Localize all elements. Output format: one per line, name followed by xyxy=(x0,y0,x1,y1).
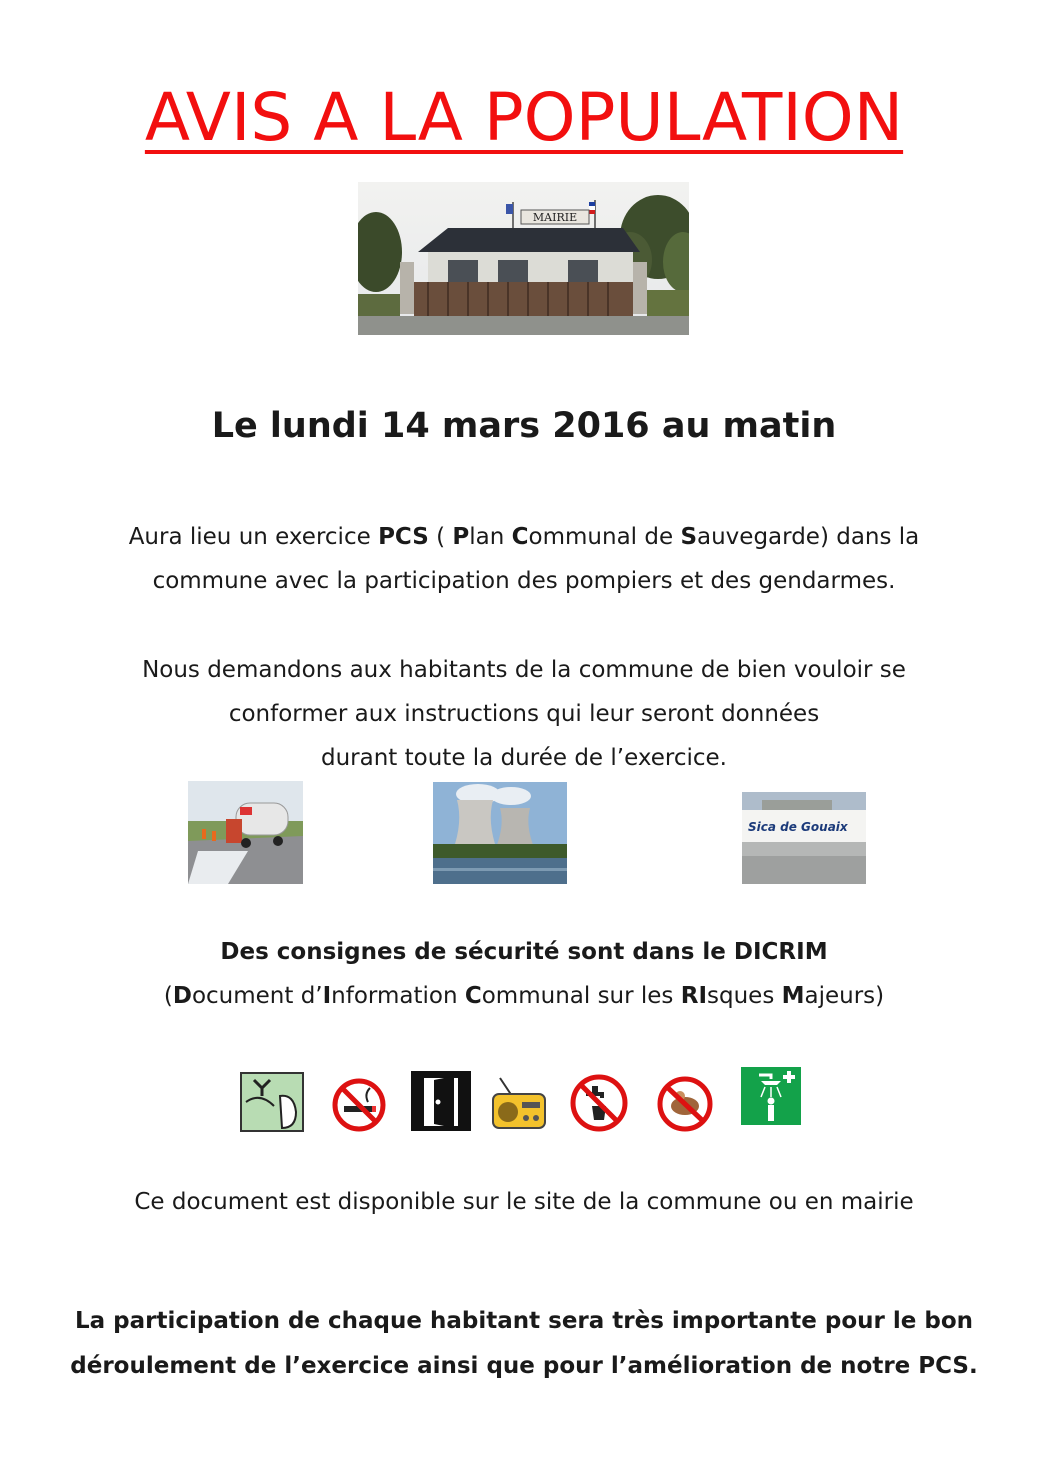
mairie-photo xyxy=(358,182,689,335)
safety-shower-icon xyxy=(741,1067,801,1125)
radio-icon xyxy=(490,1074,548,1132)
sica-sign: Sica de Gouaix xyxy=(748,820,848,834)
availability-note: Ce document est disponible sur le site de la commune ou en mairie xyxy=(134,1189,914,1215)
dicrim-heading: Des consignes de sécurité sont dans le DICRIM xyxy=(220,939,828,965)
dicrim-block xyxy=(0,930,1048,1018)
dicrim-acronym: (Document d’Information Communal sur les RIsques Majeurs) xyxy=(163,983,885,1009)
evacuate-door-icon xyxy=(410,1070,472,1132)
no-drinking-water-icon xyxy=(570,1074,628,1132)
page-title: AVIS A LA POPULATION xyxy=(144,79,904,156)
exercise-line-1: Aura lieu un exercice PCS ( Plan Communal de Sauvegarde) dans la xyxy=(128,524,920,550)
no-fetching-children-icon xyxy=(656,1076,714,1132)
confine-icon xyxy=(240,1072,304,1132)
sica-de-gouaix-photo xyxy=(742,792,866,884)
instructions-paragraph: Nous demandons aux habitants de la commune de bien vouloir se conformer aux instructions qui leur seront données durant toute la durée de l’exercice. xyxy=(142,657,906,771)
nuclear-plant-photo xyxy=(433,782,567,884)
truck-accident-photo xyxy=(188,781,303,884)
exercise-line-2: commune avec la participation des pompiers et des gendarmes. xyxy=(152,568,896,594)
event-date: Le lundi 14 mars 2016 au matin xyxy=(211,406,837,446)
closing-message: La participation de chaque habitant sera très importante pour le bon déroulement de l’exercice ainsi que pour l’amélioration de notre PCS. xyxy=(70,1308,978,1379)
no-smoking-icon xyxy=(332,1078,386,1132)
mairie-sign: MAIRIE xyxy=(532,211,578,224)
exercise-paragraph xyxy=(0,515,1048,603)
